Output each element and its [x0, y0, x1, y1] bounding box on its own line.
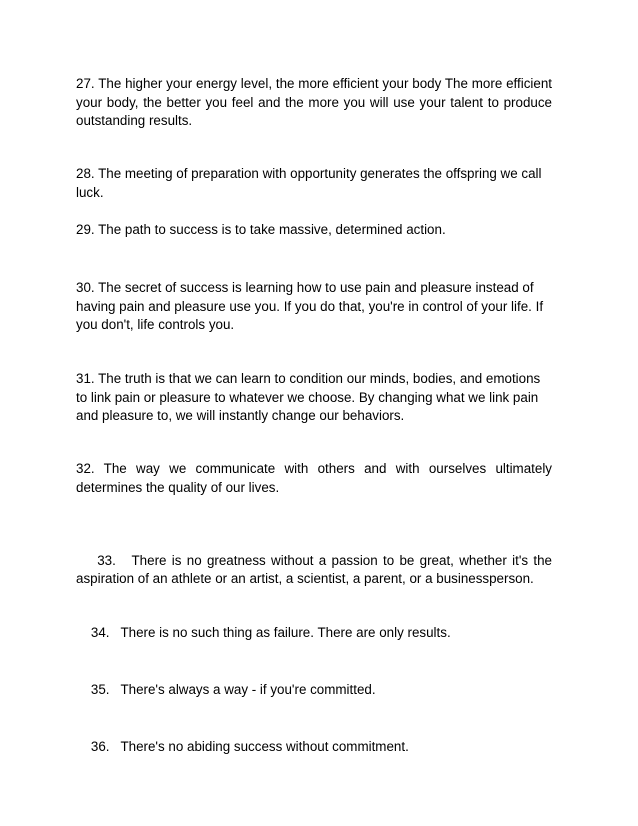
quote-32	[76, 460, 552, 497]
quote-number: 33.	[97, 552, 132, 568]
quote-27	[76, 75, 552, 131]
quote-text: The truth is that we can learn to condition our minds, bodies, and emotions to link pain or pleasure to whatever we choose. By changing what we link pain and pleasure to, we will instantly change our behaviors.	[76, 371, 541, 423]
quote-text: There is no such thing as failure. There are only results.	[120, 624, 451, 640]
quote-36	[76, 719, 552, 775]
quote-number: 27.	[76, 76, 99, 91]
quote-31	[76, 370, 552, 426]
quote-33	[76, 533, 556, 607]
quote-number: 29.	[76, 222, 99, 237]
quote-number: 34.	[90, 624, 121, 640]
quote-text: There is no greatness without a passion to be great, whether it's the aspiration of an athlete or an artist, a scientist, a parent, or a businessperson.	[76, 552, 556, 586]
quote-text: The way we communicate with others and with ourselves ultimately determines the quality of our lives.	[76, 461, 553, 495]
quote-28	[76, 165, 552, 202]
quote-number: 30.	[76, 280, 99, 295]
quote-number: 31.	[76, 371, 99, 386]
quote-number: 28.	[76, 166, 99, 181]
quote-29	[76, 221, 552, 240]
quote-number: 32.	[76, 461, 104, 476]
quote-text: There's always a way - if you're committed.	[120, 681, 376, 697]
quote-text: The meeting of preparation with opportunity generates the offspring we call luck.	[76, 166, 542, 200]
quote-35	[76, 662, 552, 718]
quote-text: The secret of success is learning how to use pain and pleasure instead of having pain and pleasure use you. If you do that, you're in control of your life. If you don't, life controls you.	[76, 280, 544, 332]
quote-number: 36.	[90, 738, 121, 754]
quote-text: There's no abiding success without commitment.	[120, 738, 409, 754]
quote-text: The path to success is to take massive, determined action.	[98, 222, 446, 237]
quote-30	[76, 279, 552, 335]
quote-text: The higher your energy level, the more efficient your body The more efficient your body, the better you feel and the more you will use your talent to produce outstanding results.	[76, 76, 552, 128]
quote-number: 35.	[90, 681, 121, 697]
quote-34	[76, 605, 552, 661]
